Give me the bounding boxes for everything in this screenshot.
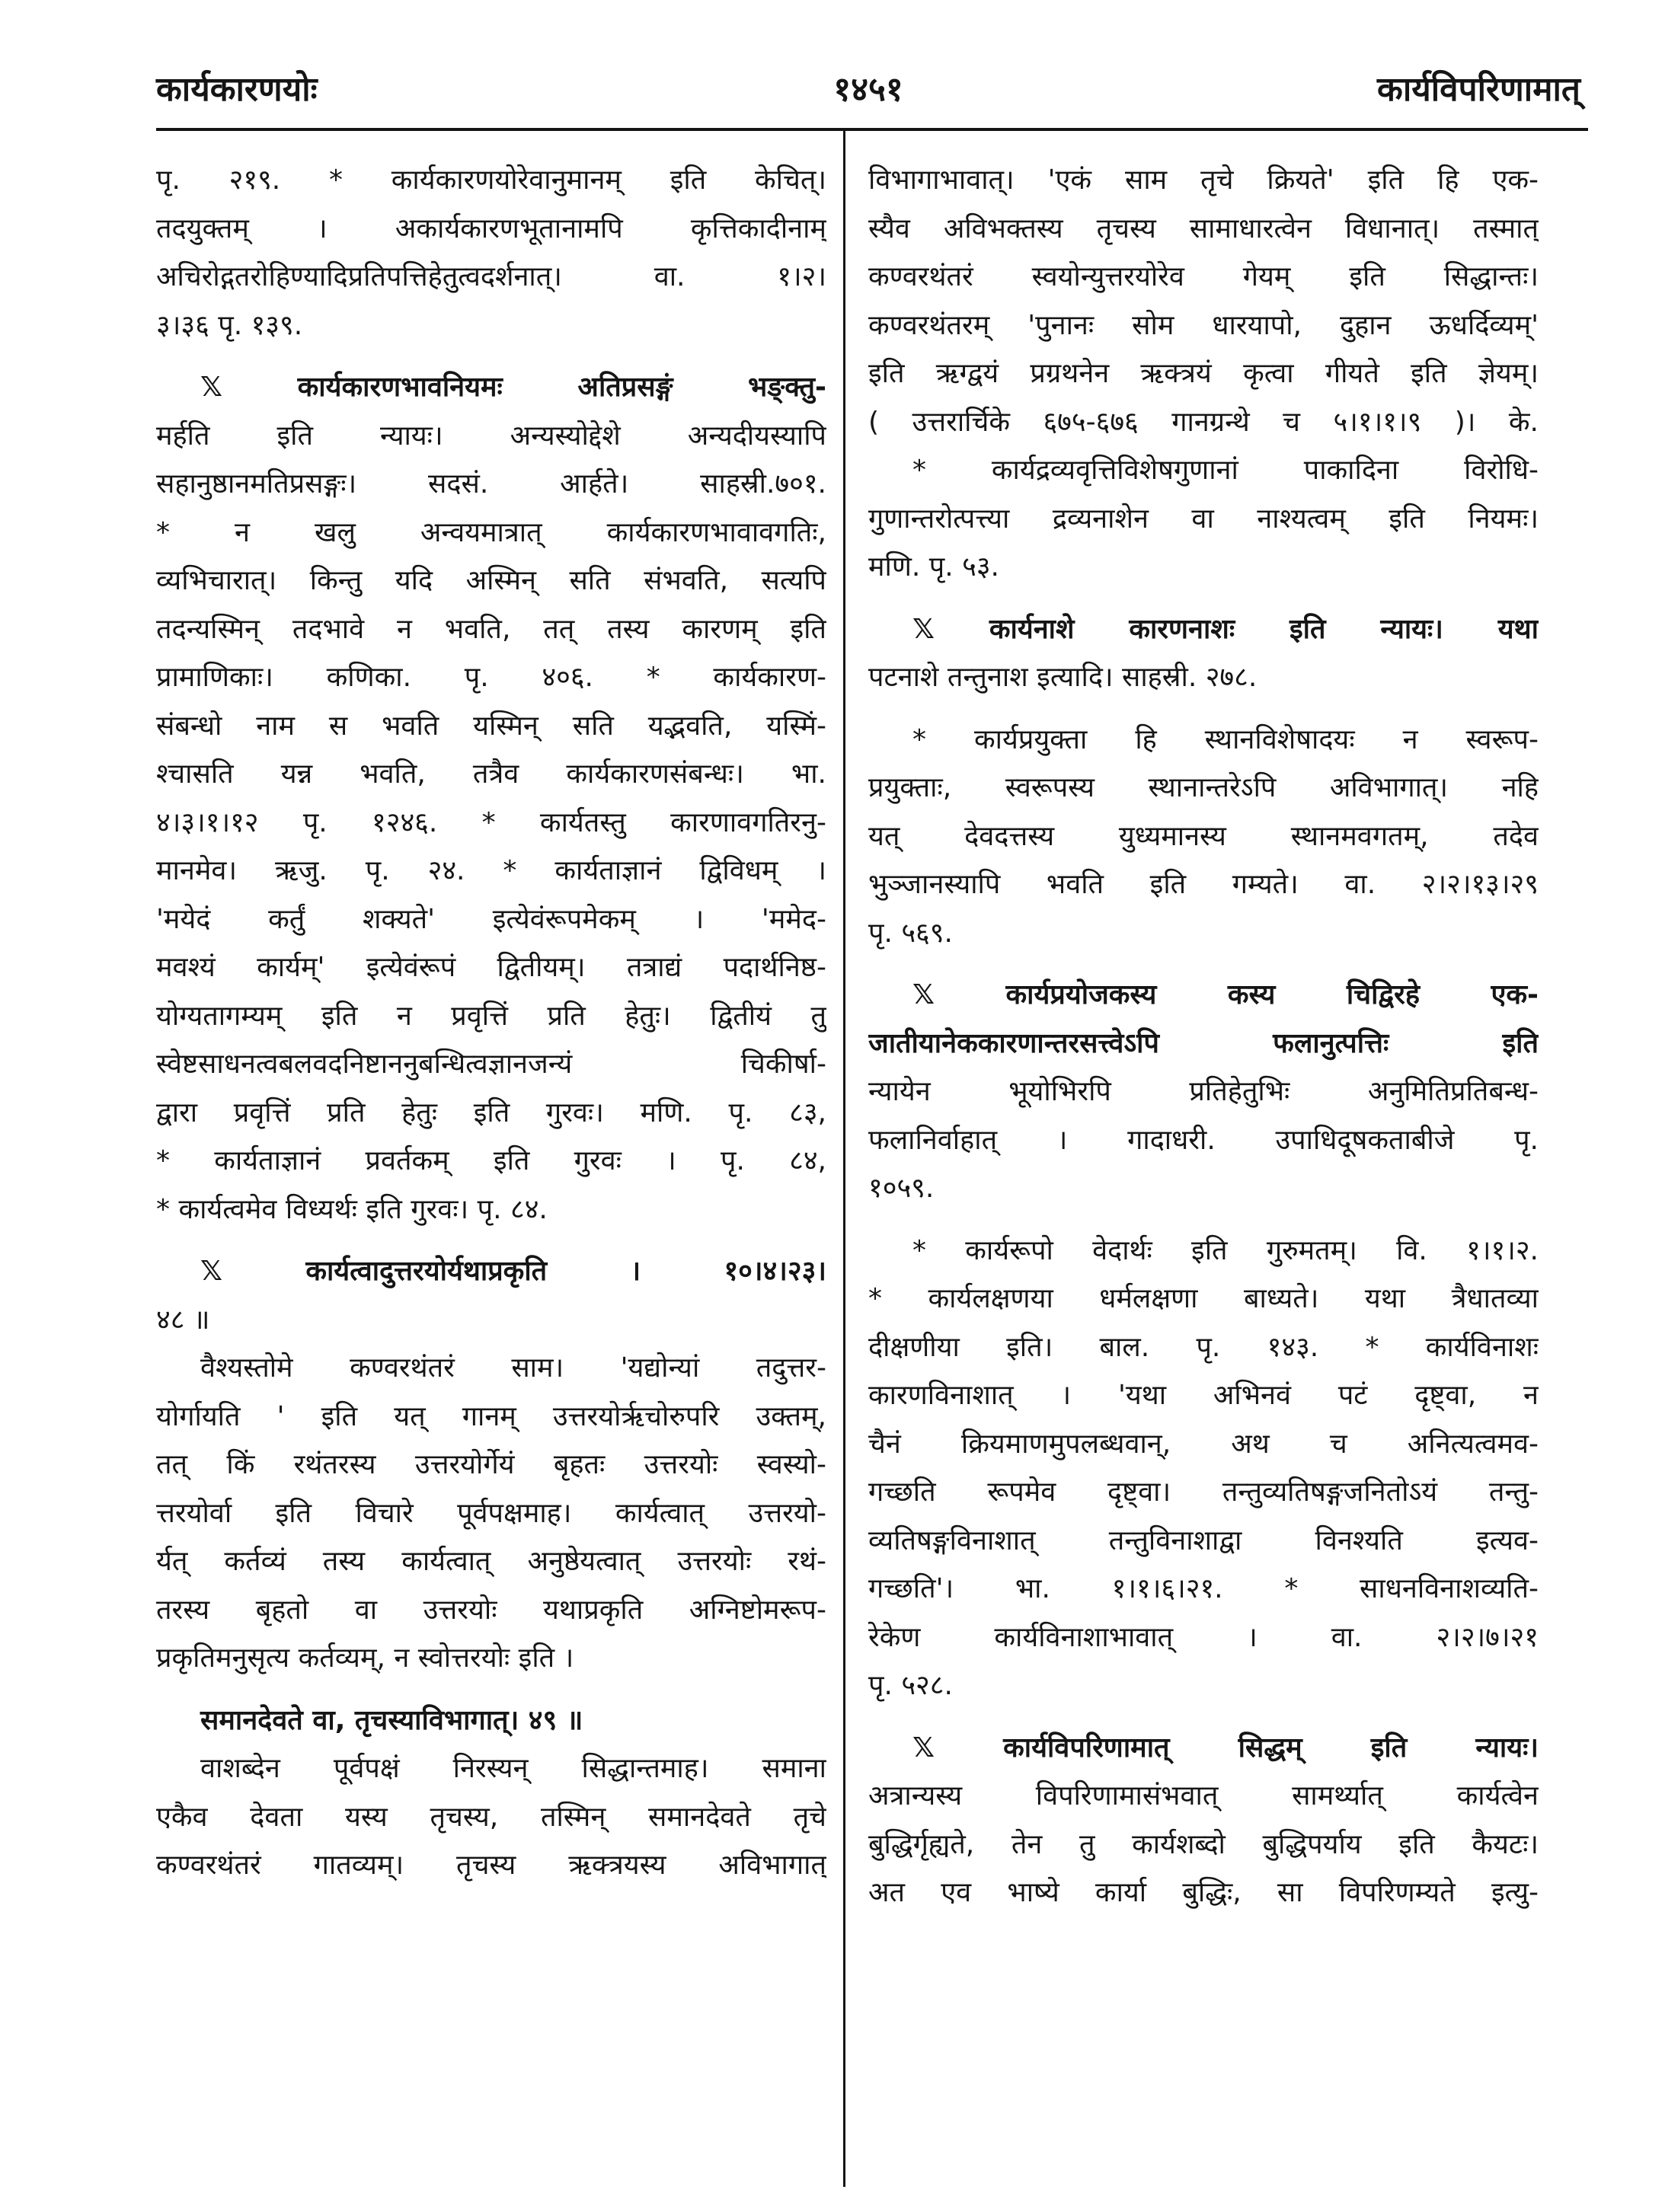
text-line: 𝕏 कार्यनाशे कारणनाशः इति न्यायः। यथा	[912, 613, 1539, 645]
text-line: व्यभिचारात्। किन्तु यदि अस्मिन् सति संभवति, सत्यपि	[156, 565, 826, 596]
text-line: कण्वरथंतरं स्वयोन्युत्तरयोरेव गेयम् इति सिद्धान्तः।	[868, 261, 1539, 292]
header-right-catchword: कार्यविपरिणामात्	[1377, 70, 1580, 109]
paragraph-gap	[868, 1710, 1539, 1724]
text-line: द्वारा प्रवृत्तिं प्रति हेतुः इति गुरवः। मणि. पृ. ८३,	[156, 1096, 826, 1128]
text-line: 'मयेदं कर्तुं शक्यते' इत्येवंरूपमेकम् । 'ममेद-	[156, 903, 826, 935]
text-line: * कार्यत्वमेव विध्यर्थः इति गुरवः। पृ. ८४.	[156, 1193, 548, 1225]
text-line: यत् देवदत्तस्य युध्यमानस्य स्थानमवगतम्, तदेव	[868, 820, 1539, 852]
header-rule	[156, 128, 1588, 131]
text-line: रेकेण कार्यविनाशाभावात् । वा. २।२।७।२१	[868, 1621, 1539, 1653]
text-line: १०५९.	[868, 1173, 935, 1204]
paragraph-gap	[156, 350, 826, 363]
paragraph-gap	[156, 1234, 826, 1247]
text-line: योर्गायति ' इति यत् गानम् उत्तरयोर्ऋचोरुपरि उक्तम्,	[156, 1400, 826, 1432]
text-line: कारणविनाशात् । 'यथा अभिनवं पटं दृष्ट्वा, न	[868, 1380, 1539, 1411]
text-line: योग्यतागम्यम् इति न प्रवृत्तिं प्रति हेतुः। द्वितीयं तु	[156, 1000, 826, 1032]
text-line: विभागाभावात्। 'एकं साम तृचे क्रियते' इति हि एक-	[868, 164, 1539, 196]
text-line: तदयुक्तम् । अकार्यकारणभूतानामपि कृत्तिकादीनाम्	[156, 212, 826, 244]
text-line: तरस्य बृहतो वा उत्तरयोः यथाप्रकृति अग्निष्टोमरूप-	[156, 1594, 826, 1626]
text-line: पटनाशे तन्तुनाश इत्यादि। साहस्री. २७८.	[868, 662, 1258, 693]
text-line: बुद्धिर्गृह्यते, तेन तु कार्यशब्दो बुद्धिपर्याय इति कैयटः।	[868, 1828, 1539, 1860]
text-line: पृ. २१९. * कार्यकारणयोरेवानुमानम् इति केचित्।	[156, 164, 826, 196]
text-line: * कार्यप्रयुक्ता हि स्थानविशेषादयः न स्वरूप-	[912, 723, 1539, 755]
text-line: अत एव भाष्ये कार्या बुद्धिः, सा विपरिणम्यते इत्यु-	[868, 1877, 1539, 1908]
paragraph-gap	[156, 1683, 826, 1697]
text-line: गच्छति रूपमेव दृष्ट्वा। तन्तुव्यतिषङ्गजनितोऽयं तन्तु-	[868, 1476, 1539, 1508]
paragraph-gap	[868, 957, 1539, 971]
text-line: एकैव देवता यस्य तृचस्य, तस्मिन् समानदेवते तृचे	[156, 1801, 826, 1833]
text-line: ( उत्तरार्चिके ६७५-६७६ गानग्रन्थे च ५।१।१।९ )। के.	[868, 406, 1539, 438]
text-line: प्रयुक्ताः, स्वरूपस्य स्थानान्तरेऽपि अविभागात्। नहि	[868, 772, 1539, 803]
text-line: * न खलु अन्वयमात्रात् कार्यकारणभावावगतिः,	[156, 516, 826, 548]
text-line: अत्रान्यस्य विपरिणामासंभवात् सामर्थ्यात् कार्यत्वेन	[868, 1780, 1539, 1811]
text-line: मानमेव। ऋजु. पृ. २४. * कार्यताज्ञानं द्विविधम् ।	[156, 855, 826, 886]
left-column	[156, 156, 826, 1890]
text-line: कण्वरथंतरम् 'पुनानः सोम धारयापो, दुहान ऊधर्दिव्यम्'	[868, 309, 1539, 341]
right-column	[868, 156, 1539, 1917]
text-line: मणि. पृ. ५३.	[868, 551, 999, 583]
text-line: सहानुष्ठानमतिप्रसङ्गः। सदसं. आर्हते। साहस्री.७०१.	[156, 468, 826, 500]
text-line: 𝕏 कार्यप्रयोजकस्य कस्य चिद्विरहे एक-	[912, 979, 1539, 1010]
text-line: कण्वरथंतरं गातव्यम्। तृचस्य ऋक्त्रयस्य अविभागात्	[156, 1850, 826, 1881]
header-left-catchword: कार्यकारणयोः	[156, 70, 318, 109]
text-line: गच्छति'। भा. १।१।६।२१. * साधनविनाशव्यति-	[868, 1573, 1539, 1604]
text-line: ३।३६ पृ. १३९.	[156, 309, 303, 341]
text-line: 𝕏 कार्यत्वादुत्तरयोर्यथाप्रकृति । १०।४।२३।	[200, 1256, 826, 1287]
text-line: 𝕏 कार्यविपरिणामात् सिद्धम् इति न्यायः।	[912, 1732, 1539, 1764]
paragraph-gap	[868, 702, 1539, 716]
text-line: तत् किं रथंतरस्य उत्तरयोर्गेयं बृहतः उत्तरयोः स्वस्यो-	[156, 1449, 826, 1480]
text-line: मर्हति इति न्यायः। अन्यस्योद्देशे अन्यदीयस्यापि	[156, 420, 826, 452]
text-line: मवश्यं कार्यम्' इत्येवंरूपं द्वितीयम्। तत्राद्यं पदार्थनिष्ठ-	[156, 952, 826, 983]
text-line: दीक्षणीया इति। बाल. पृ. १४३. * कार्यविनाशः	[868, 1331, 1539, 1363]
running-head	[156, 65, 1580, 118]
text-line: स्वेष्टसाधनत्वबलवदनिष्टाननुबन्धित्वज्ञानजन्यं चिकीर्षा-	[156, 1049, 826, 1080]
text-line: ४८ ॥	[156, 1304, 210, 1336]
text-line: व्यतिषङ्गविनाशात् तन्तुविनाशाद्वा विनश्यति इत्यव-	[868, 1524, 1539, 1556]
text-line: र्यत् कर्तव्यं तस्य कार्यत्वात् अनुष्ठेयत्वात् उत्तरयोः रथं-	[156, 1546, 826, 1577]
text-line: जातीयानेककारणान्तरसत्त्वेऽपि फलानुत्पत्तिः इति	[868, 1027, 1539, 1059]
text-line: * कार्यद्रव्यवृत्तिविशेषगुणानां पाकादिना विरोधि-	[912, 455, 1539, 486]
text-line: स्यैव अविभक्तस्य तृचस्य सामाधारत्वेन विधानात्। तस्मात्	[868, 212, 1539, 244]
text-line: चैनं क्रियमाणमुपलब्धवान्, अथ च अनित्यत्वमव-	[868, 1428, 1539, 1460]
text-line: 𝕏 कार्यकारणभावनियमः अतिप्रसङ्गं भङ्क्तु-	[200, 372, 826, 403]
text-line: प्रामाणिकाः। कणिका. पृ. ४०६. * कार्यकारण-	[156, 662, 826, 693]
paragraph-gap	[868, 1213, 1539, 1227]
text-line: तदन्यस्मिन् तदभावे न भवति, तत् तस्य कारणम् इति	[156, 613, 826, 645]
text-line: पृ. ५६९.	[868, 917, 953, 949]
text-line: पृ. ५२८.	[868, 1670, 953, 1701]
text-line: भुञ्जानस्यापि भवति इति गम्यते। वा. २।२।१३।२९	[868, 869, 1539, 900]
page-number: १४५१	[833, 70, 903, 109]
column-divider	[843, 131, 845, 2187]
text-line: संबन्धो नाम स भवति यस्मिन् सति यद्भवति, यस्मिं-	[156, 710, 826, 742]
text-line: वाशब्देन पूर्वपक्षं निरस्यन् सिद्धान्तमाह। समाना	[200, 1753, 826, 1784]
text-line: गुणान्तरोत्पत्त्या द्रव्यनाशेन वा नाश्यत्वम् इति नियमः।	[868, 503, 1539, 535]
text-line: प्रकृतिमनुसृत्य कर्तव्यम्, न स्वोत्तरयोः इति ।	[156, 1642, 574, 1674]
text-line: ४।३।१।१२ पृ. १२४६. * कार्यतस्तु कारणावगतिरनु-	[156, 806, 826, 838]
text-line: श्चासति यन्न भवति, तत्रैव कार्यकारणसंबन्धः। भा.	[156, 758, 826, 790]
text-line: अचिरोद्गतरोहिण्यादिप्रतिपत्तिहेतुत्वदर्शनात्। वा. १।२।	[156, 261, 826, 292]
text-line: * कार्यरूपो वेदार्थः इति गुरुमतम्। वि. १।१।२.	[912, 1234, 1539, 1266]
text-line: वैश्यस्तोमे कण्वरथंतरं साम। 'यद्योन्यां तदुत्तर-	[200, 1352, 826, 1384]
paragraph-gap	[868, 592, 1539, 605]
text-line: फलानिर्वाहात् । गादाधरी. उपाधिदूषकताबीजे पृ.	[868, 1124, 1539, 1156]
text-line: इति ऋग्द्वयं प्रग्रथनेन ऋक्त्रयं कृत्वा गीयते इति ज्ञेयम्।	[868, 358, 1539, 389]
text-line: * कार्यलक्षणया धर्मलक्षणा बाध्यते। यथा त्रैधातव्या	[868, 1283, 1539, 1314]
text-line: त्तरयोर्वा इति विचारे पूर्वपक्षमाह। कार्यत्वात् उत्तरयो-	[156, 1497, 826, 1529]
text-line: * कार्यताज्ञानं प्रवर्तकम् इति गुरवः । पृ. ८४,	[156, 1145, 826, 1176]
text-line: समानदेवते वा, तृचस्याविभागात्। ४९ ॥	[200, 1704, 583, 1736]
text-line: न्यायेन भूयोभिरपि प्रतिहेतुभिः अनुमितिप्रतिबन्ध-	[868, 1076, 1539, 1107]
